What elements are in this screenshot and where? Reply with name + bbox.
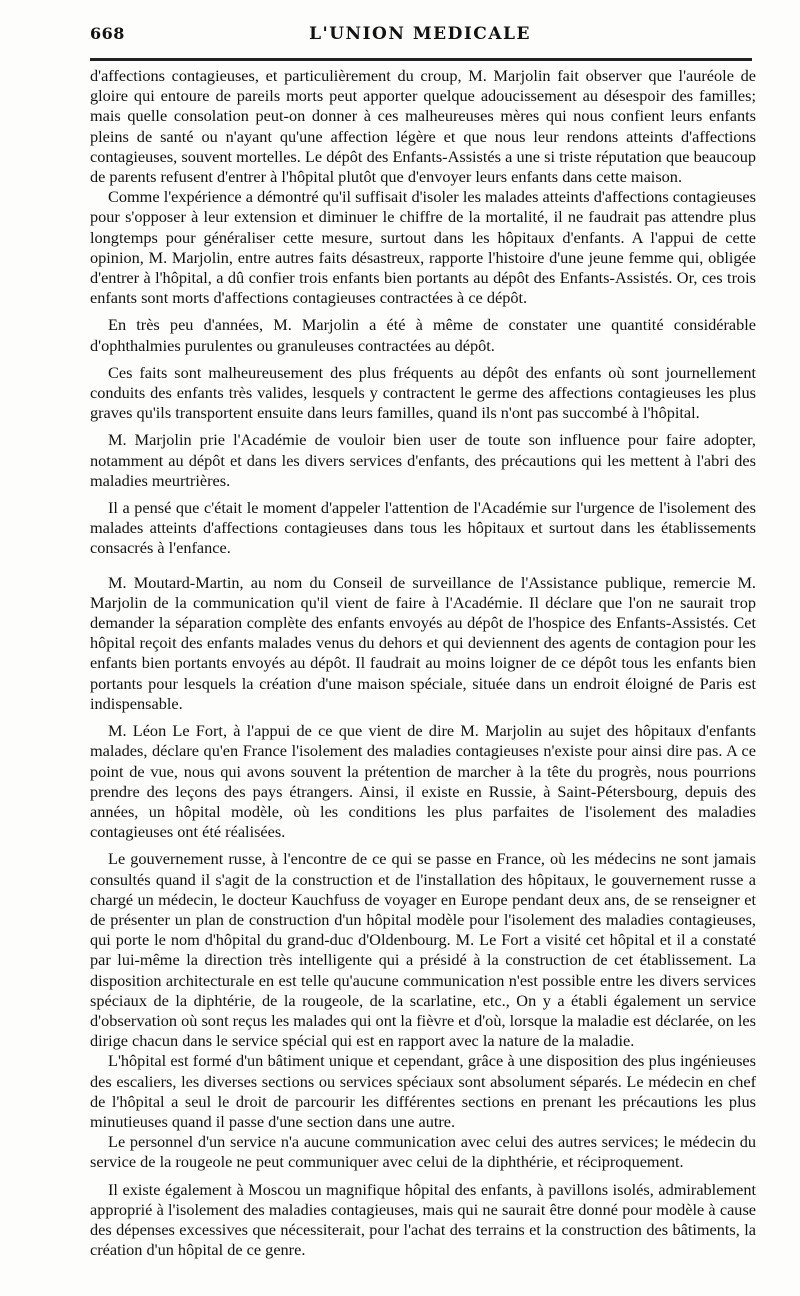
paragraph: En très peu d'années, M. Marjolin a été à même de constater une quantité considérable d'ophthalmies purulentes ou granuleuses contractées au dépôt.: [90, 315, 756, 355]
paragraph: Il a pensé que c'était le moment d'appeler l'attention de l'Académie sur l'urgence de l'isolement des malades atteints d'affections contagieuses dans tous les hôpitaux et surtout dans les établissements consacrés à l'enfance.: [90, 498, 756, 558]
paragraph: Le gouvernement russe, à l'encontre de ce qui se passe en France, où les médecins ne sont jamais consultés quand il s'agit de la construction et de l'installation des hôpitaux, le gouvernement russe a chargé un médecin, le docteur Kauchfuss de voyager en Europe pendant deux ans, de se renseigner et de présenter un plan de construction d'un hôpital modèle pour l'isolement des maladies contagieuses, qui porte le nom d'hôpital du grand-duc d'Oldenbourg. M. Le Fort a visité cet hôpital et il a constaté par lui-même la direction très intelligente qui a présidé à la construction de cet établissement. La disposition architecturale en est telle qu'aucune communication n'est possible entre les divers services spéciaux de la diphtérie, de la rougeole, de la scarlatine, etc., On y a établi également un service d'observation où sont reçus les malades qui ont la fièvre et d'où, lorsque la maladie est déclarée, on les dirige chacun dans le service spécial qui est en rapport avec la nature de la maladie.: [90, 849, 756, 1051]
paragraph: Le personnel d'un service n'a aucune communication avec celui des autres services; le médecin du service de la rougeole ne peut communiquer avec celui de la diphthérie, et réciproquement.: [90, 1132, 756, 1172]
running-title: L'UNION MEDICALE: [309, 24, 531, 44]
paragraph: L'hôpital est formé d'un bâtiment unique et cependant, grâce à une disposition des plus ingénieuses des escaliers, les diverses sections ou services spéciaux sont absolument séparés. Le médecin en chef de l'hôpital a seul le droit de parcourir les différentes sections en prenant les précautions les plus minutieuses quand il passe d'une section dans une autre.: [90, 1051, 756, 1131]
page-number: 668: [90, 24, 125, 43]
paragraph: Il existe également à Moscou un magnifique hôpital des enfants, à pavillons isolés, admirablement approprié à l'isolement des maladies contagieuses, mais qui ne saurait être donné pour modèle à cause des dépenses excessives que nécessiterait, pour l'achat des terrains et la construction des bâtiments, la création d'un hôpital de ce genre.: [90, 1179, 756, 1260]
page-header: [90, 24, 750, 54]
article-body: [90, 66, 756, 1260]
paragraph: Comme l'expérience a démontré qu'il suffisait d'isoler les malades atteints d'affections contagieuses pour s'opposer à leur extension et diminuer le chiffre de la mortalité, il ne faudrait pas attendre plus longtemps pour généraliser cette mesure, surtout dans les hôpitaux d'enfants. A l'appui de cette opinion, M. Marjolin, entre autres faits désastreux, rapporte l'histoire d'une jeune femme qui, obligée d'entrer à l'hôpital, a dû confier trois enfants bien portants au dépôt des Enfants-Assistés. Or, ces trois enfants sont morts d'affections contagieuses contractées à ce dépôt.: [90, 187, 756, 308]
paragraph: M. Léon Le Fort, à l'appui de ce que vient de dire M. Marjolin au sujet des hôpitaux d'enfants malades, déclare qu'en France l'isolement des maladies contagieuses n'existe pour ainsi dire pas. A ce point de vue, nous qui avons souvent la prétention de marcher à la tête du progrès, nous pourrions prendre des leçons des pays étrangers. Ainsi, il existe en Russie, à Saint-Pétersbourg, depuis des années, un hôpital modèle, où les conditions les plus parfaites de l'isolement des maladies contagieuses ont été réalisées.: [90, 721, 756, 842]
paragraph: d'affections contagieuses, et particulièrement du croup, M. Marjolin fait observer que l'auréole de gloire qui entoure de pareils morts peut apporter quelque adoucissement au désespoir des familles; mais quelle consolation peut-on donner à ces malheureuses mères qui nous confient leurs enfants pleins de santé ou n'ayant qu'une affection légère et que nous leur rendons atteints d'affections contagieuses, souvent mortelles. Le dépôt des Enfants-Assistés a une si triste réputation que beaucoup de parents refusent d'entrer à l'hôpital plutôt que d'envoyer leurs enfants dans cette maison.: [90, 66, 756, 187]
paragraph: M. Moutard-Martin, au nom du Conseil de surveillance de l'Assistance publique, remercie M. Marjolin de la communication qu'il vient de faire à l'Académie. Il déclare que l'on ne saurait trop demander la séparation complète des enfants envoyés au dépôt de l'hospice des Enfants-Assistés. Cet hôpital reçoit des enfants malades venus du dehors et qui deviennent des agents de contagion pour les enfants bien portants envoyés au dépôt. Il faudrait au moins loigner de ce dépôt tous les enfants bien portants pour lesquels la création d'une maison spéciale, située dans un endroit éloigné de Paris est indispensable.: [90, 572, 756, 713]
header-rule: [90, 58, 752, 61]
paragraph: M. Marjolin prie l'Académie de vouloir bien user de toute son influence pour faire adopter, notamment au dépôt et dans les divers services d'enfants, des précautions qui les mettent à l'abri des maladies meurtrières.: [90, 430, 756, 490]
paragraph: Ces faits sont malheureusement des plus fréquents au dépôt des enfants où sont journellement conduits des enfants très valides, lesquels y contractent le germe des affections contagieuses les plus graves qu'ils transportent ensuite dans leurs familles, quand ils n'ont pas succombé à l'hôpital.: [90, 362, 756, 423]
